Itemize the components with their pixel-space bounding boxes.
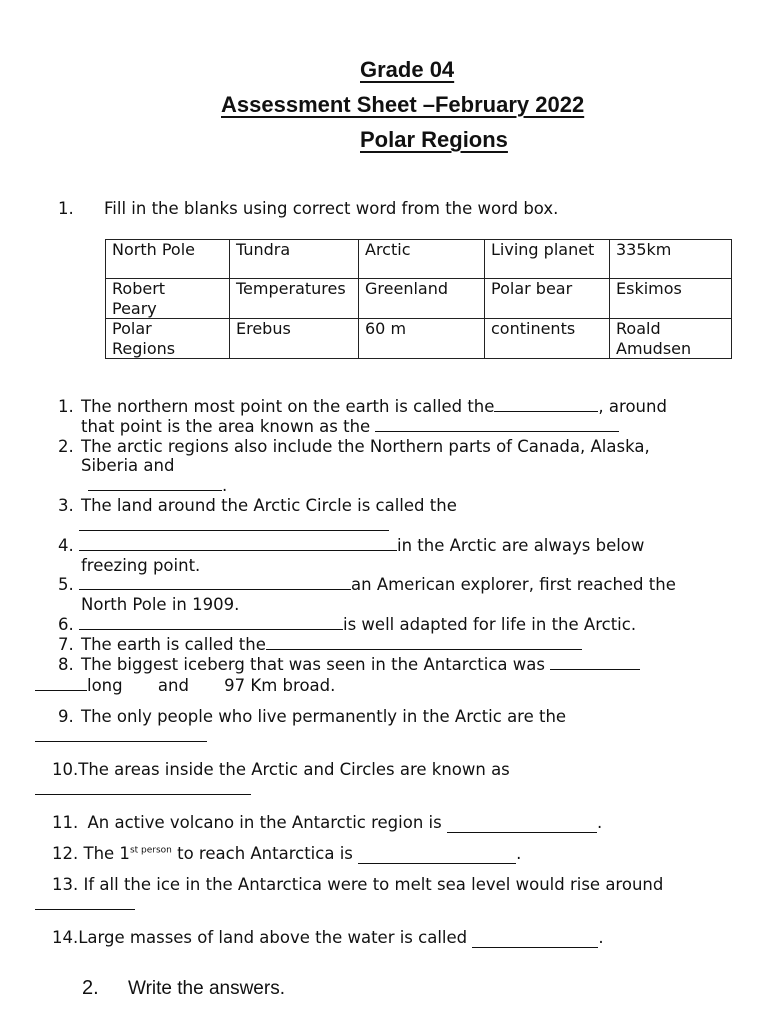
answer-blank[interactable] (88, 489, 222, 491)
word-box-cell: Arctic (359, 240, 485, 279)
word-box-cell: Living planet (485, 240, 610, 279)
question-2-text: . (222, 476, 228, 495)
word-box-cell: Roald Amudsen (610, 319, 732, 359)
question-6-line (79, 615, 636, 634)
question-1-text: The northern most point on the earth is called the (81, 397, 495, 416)
question-3-number: 3. (58, 496, 74, 515)
question-2-number: 2. (58, 437, 74, 456)
question-6-number: 6. (58, 615, 74, 634)
word-box-cell: Tundra (230, 240, 359, 279)
question-14-text: . (598, 928, 604, 947)
question-4-number: 4. (58, 536, 74, 555)
topic-title: Polar Regions (360, 127, 508, 152)
word-box-cell: North Pole (106, 240, 230, 279)
question-12-superscript: st person (129, 845, 172, 856)
question-10-blank[interactable] (35, 780, 251, 799)
question-8-text: The biggest iceberg that was seen in the Antarctica was (81, 655, 545, 674)
question-3-blank[interactable] (79, 516, 389, 535)
word-box-cell: Greenland (359, 279, 485, 319)
word-box-cell: Eskimos (610, 279, 732, 319)
question-11-number: 11. (52, 813, 79, 832)
question-5-text: an American explorer, first reached the (351, 575, 676, 594)
question-8-number: 8. (58, 655, 74, 674)
word-box-cell: Polar bear (485, 279, 610, 319)
question-1-text: , around (598, 397, 667, 416)
word-box-row (106, 240, 732, 279)
answer-blank[interactable] (79, 628, 343, 630)
question-1-line1 (81, 397, 667, 416)
word-box-cell: 335km (610, 240, 732, 279)
section2-instruction: Write the answers. (128, 978, 285, 999)
word-box-cell: 60 m (359, 319, 485, 359)
question-2-line2: Siberia and (81, 456, 175, 475)
question-1-number: 1. (58, 397, 74, 416)
answer-blank[interactable] (35, 689, 87, 691)
question-1-line2 (81, 417, 619, 436)
question-12-text: to reach Antarctica is (177, 844, 353, 863)
question-4-line2: freezing point. (81, 556, 201, 575)
question-14-text: 14.Large masses of land above the water is called (52, 928, 468, 947)
question-2-line1: The arctic regions also include the Northern parts of Canada, Alaska, (81, 437, 650, 456)
word-box-row (106, 319, 732, 359)
question-13-line (52, 875, 663, 894)
answer-blank[interactable] (550, 668, 640, 670)
question-8-line2 (35, 676, 335, 695)
question-5-line1 (79, 575, 676, 594)
answer-blank[interactable] (266, 648, 582, 650)
answer-blank[interactable] (472, 928, 598, 948)
question-13-text: If all the ice in the Antarctica were to melt sea level would rise around (83, 875, 664, 894)
question-9-text: The only people who live permanently in the Arctic are the (81, 707, 567, 726)
question-12-line (52, 844, 521, 864)
word-box-cell: Erebus (230, 319, 359, 359)
word-box-table (105, 239, 732, 359)
question-7-text: The earth is called the (81, 635, 266, 654)
word-box-cell: Robert Peary (106, 279, 230, 319)
question-9-number: 9. (58, 707, 74, 726)
word-box-cell: Temperatures (230, 279, 359, 319)
question-9-blank[interactable] (35, 727, 207, 746)
question-3-text: The land around the Arctic Circle is called the (81, 496, 457, 515)
question-4-text: in the Arctic are always below (397, 536, 645, 555)
word-box-row (106, 279, 732, 319)
question-6-text: is well adapted for life in the Arctic. (343, 615, 637, 634)
question-13-number: 13. (52, 875, 79, 894)
answer-blank[interactable] (79, 549, 397, 551)
question-12-text: . (516, 844, 522, 863)
sheet-title: Assessment Sheet –February 2022 (221, 92, 585, 117)
question-10-text: 10.The areas inside the Arctic and Circles are known as (52, 760, 510, 779)
question-11-line (52, 813, 602, 833)
answer-blank[interactable] (358, 844, 516, 864)
question-4-line1 (79, 536, 644, 555)
answer-blank[interactable] (375, 430, 619, 432)
section1-instruction: Fill in the blanks using correct word from the word box. (104, 199, 559, 218)
grade-title: Grade 04 (360, 57, 455, 82)
question-5-line2: North Pole in 1909. (81, 595, 240, 614)
question-7-line (81, 635, 582, 654)
question-12-text: The 1 (83, 844, 130, 863)
answer-blank[interactable] (447, 813, 597, 833)
question-5-number: 5. (58, 575, 74, 594)
question-8-text: and (157, 676, 189, 695)
question-14-line (52, 928, 604, 948)
question-8-text: 97 Km broad. (224, 676, 336, 695)
answer-blank[interactable] (79, 588, 351, 590)
question-11-text: . (596, 813, 603, 832)
section1-number: 1. (58, 199, 74, 218)
word-box-cell: Polar Regions (106, 319, 230, 359)
question-1-text: that point is the area known as the (81, 417, 371, 436)
question-2-line3 (88, 476, 227, 495)
question-8-text: long (87, 676, 123, 695)
question-7-number: 7. (58, 635, 74, 654)
question-12-number: 12. (52, 844, 79, 863)
question-11-text: An active volcano in the Antarctic region is (87, 813, 442, 832)
question-13-blank[interactable] (35, 895, 135, 914)
word-box-cell: continents (485, 319, 610, 359)
answer-blank[interactable] (494, 410, 598, 412)
question-8-line1 (81, 655, 640, 674)
section2-number: 2. (82, 977, 99, 999)
